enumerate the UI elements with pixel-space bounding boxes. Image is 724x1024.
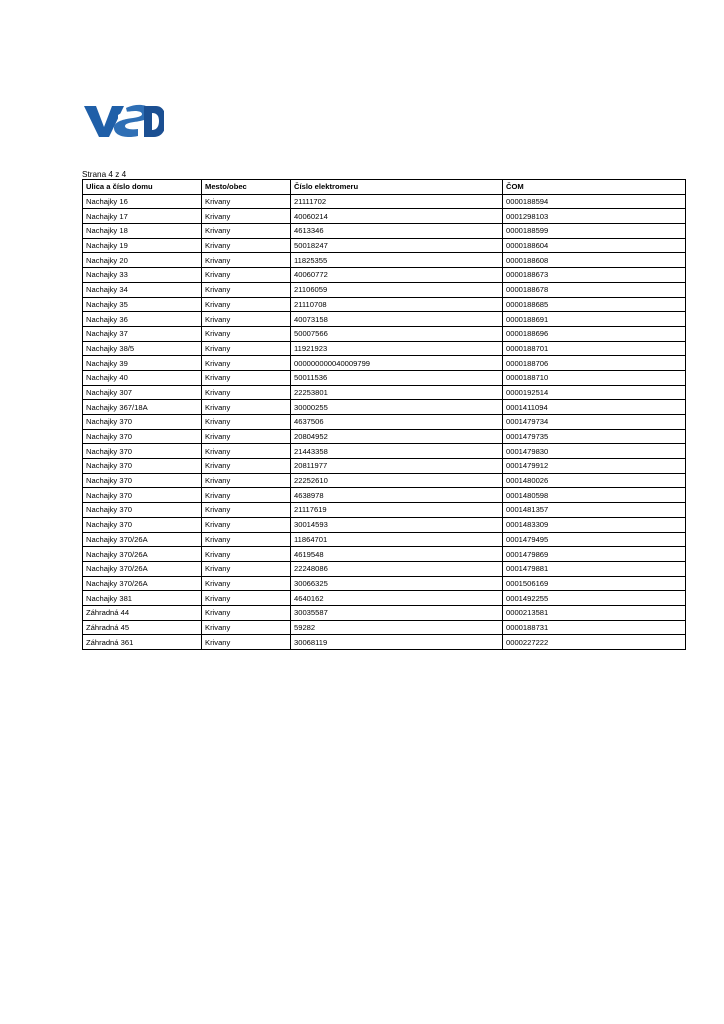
cell-meter-number: 20811977 [291, 459, 503, 474]
cell-com: 0001479830 [503, 444, 686, 459]
cell-city: Krivany [202, 326, 291, 341]
column-header-city: Mesto/obec [202, 180, 291, 195]
cell-meter-number: 21111702 [291, 194, 503, 209]
cell-street: Nachajky 370/26A [83, 547, 202, 562]
cell-meter-number: 21106059 [291, 282, 503, 297]
cell-com: 0000188604 [503, 238, 686, 253]
data-table-container [82, 179, 685, 650]
cell-street: Nachajky 370 [83, 517, 202, 532]
table-row [83, 576, 686, 591]
column-header-com: ČOM [503, 180, 686, 195]
table-row [83, 224, 686, 239]
cell-com: 0000188696 [503, 326, 686, 341]
cell-com: 0000188678 [503, 282, 686, 297]
cell-street: Nachajky 370 [83, 473, 202, 488]
cell-street: Záhradná 44 [83, 605, 202, 620]
cell-com: 0000227222 [503, 635, 686, 650]
cell-com: 0001506169 [503, 576, 686, 591]
cell-com: 0000188706 [503, 356, 686, 371]
cell-street: Nachajky 370/26A [83, 532, 202, 547]
table-row [83, 312, 686, 327]
cell-com: 0001481357 [503, 503, 686, 518]
cell-city: Krivany [202, 415, 291, 430]
cell-meter-number: 30014593 [291, 517, 503, 532]
cell-street: Nachajky 381 [83, 591, 202, 606]
cell-meter-number: 11864701 [291, 532, 503, 547]
cell-meter-number: 21110708 [291, 297, 503, 312]
cell-city: Krivany [202, 488, 291, 503]
cell-city: Krivany [202, 459, 291, 474]
cell-city: Krivany [202, 268, 291, 283]
cell-street: Nachajky 370/26A [83, 561, 202, 576]
cell-street: Nachajky 370 [83, 488, 202, 503]
cell-com: 0001480026 [503, 473, 686, 488]
table-row [83, 415, 686, 430]
cell-meter-number: 40060772 [291, 268, 503, 283]
cell-com: 0001479734 [503, 415, 686, 430]
cell-meter-number: 11921923 [291, 341, 503, 356]
cell-meter-number: 4637506 [291, 415, 503, 430]
cell-street: Nachajky 370 [83, 444, 202, 459]
cell-com: 0001479735 [503, 429, 686, 444]
cell-com: 0001479881 [503, 561, 686, 576]
cell-meter-number: 4638978 [291, 488, 503, 503]
table-row [83, 605, 686, 620]
cell-meter-number: 40060214 [291, 209, 503, 224]
cell-street: Nachajky 16 [83, 194, 202, 209]
cell-meter-number: 22248086 [291, 561, 503, 576]
cell-street: Nachajky 40 [83, 370, 202, 385]
cell-com: 0001479912 [503, 459, 686, 474]
cell-street: Nachajky 367/18A [83, 400, 202, 415]
cell-city: Krivany [202, 503, 291, 518]
table-row [83, 194, 686, 209]
cell-meter-number: 4613346 [291, 224, 503, 239]
cell-street: Nachajky 33 [83, 268, 202, 283]
cell-city: Krivany [202, 605, 291, 620]
table-row [83, 591, 686, 606]
cell-city: Krivany [202, 400, 291, 415]
cell-com: 0001298103 [503, 209, 686, 224]
cell-meter-number: 30066325 [291, 576, 503, 591]
cell-meter-number: 30000255 [291, 400, 503, 415]
cell-street: Nachajky 36 [83, 312, 202, 327]
cell-street: Nachajky 307 [83, 385, 202, 400]
cell-com: 0001483309 [503, 517, 686, 532]
cell-com: 0001479869 [503, 547, 686, 562]
cell-city: Krivany [202, 209, 291, 224]
table-row [83, 253, 686, 268]
cell-city: Krivany [202, 517, 291, 532]
cell-com: 0000188685 [503, 297, 686, 312]
table-row [83, 620, 686, 635]
table-body [83, 194, 686, 649]
cell-meter-number: 20804952 [291, 429, 503, 444]
cell-meter-number: 30068119 [291, 635, 503, 650]
table-row [83, 473, 686, 488]
table-row [83, 268, 686, 283]
cell-com: 0000213581 [503, 605, 686, 620]
table-row [83, 561, 686, 576]
cell-meter-number: 21443358 [291, 444, 503, 459]
table-row [83, 532, 686, 547]
cell-meter-number: 50007566 [291, 326, 503, 341]
column-header-street: Ulica a číslo domu [83, 180, 202, 195]
cell-city: Krivany [202, 576, 291, 591]
cell-city: Krivany [202, 341, 291, 356]
table-row [83, 444, 686, 459]
cell-meter-number: 4619548 [291, 547, 503, 562]
cell-street: Nachajky 34 [83, 282, 202, 297]
cell-meter-number: 22252610 [291, 473, 503, 488]
company-logo [82, 103, 164, 139]
cell-com: 0000188599 [503, 224, 686, 239]
cell-street: Nachajky 17 [83, 209, 202, 224]
cell-city: Krivany [202, 312, 291, 327]
cell-com: 0001492255 [503, 591, 686, 606]
cell-street: Nachajky 39 [83, 356, 202, 371]
cell-meter-number: 4640162 [291, 591, 503, 606]
table-row [83, 429, 686, 444]
table-row [83, 517, 686, 532]
cell-street: Nachajky 38/5 [83, 341, 202, 356]
cell-city: Krivany [202, 356, 291, 371]
cell-city: Krivany [202, 194, 291, 209]
table-row [83, 238, 686, 253]
cell-street: Nachajky 370 [83, 429, 202, 444]
cell-city: Krivany [202, 561, 291, 576]
column-header-meter-number: Číslo elektromeru [291, 180, 503, 195]
cell-street: Nachajky 37 [83, 326, 202, 341]
cell-street: Nachajky 18 [83, 224, 202, 239]
table-row [83, 209, 686, 224]
cell-city: Krivany [202, 297, 291, 312]
cell-city: Krivany [202, 620, 291, 635]
cell-com: 0000188710 [503, 370, 686, 385]
cell-street: Nachajky 35 [83, 297, 202, 312]
cell-city: Krivany [202, 547, 291, 562]
table-header-row [83, 180, 686, 195]
cell-city: Krivany [202, 385, 291, 400]
table-row [83, 385, 686, 400]
cell-com: 0001480598 [503, 488, 686, 503]
cell-city: Krivany [202, 370, 291, 385]
cell-street: Záhradná 45 [83, 620, 202, 635]
cell-com: 0000188594 [503, 194, 686, 209]
table-row [83, 488, 686, 503]
cell-city: Krivany [202, 253, 291, 268]
table-row [83, 635, 686, 650]
table-row [83, 459, 686, 474]
cell-street: Nachajky 20 [83, 253, 202, 268]
cell-com: 0000188701 [503, 341, 686, 356]
table-row [83, 370, 686, 385]
cell-com: 0001479495 [503, 532, 686, 547]
cell-city: Krivany [202, 591, 291, 606]
cell-city: Krivany [202, 532, 291, 547]
cell-city: Krivany [202, 238, 291, 253]
cell-com: 0000192514 [503, 385, 686, 400]
cell-meter-number: 50018247 [291, 238, 503, 253]
cell-street: Nachajky 370 [83, 415, 202, 430]
cell-com: 0001411094 [503, 400, 686, 415]
table-row [83, 356, 686, 371]
cell-street: Nachajky 370 [83, 459, 202, 474]
cell-street: Záhradná 361 [83, 635, 202, 650]
cell-city: Krivany [202, 282, 291, 297]
cell-city: Krivany [202, 635, 291, 650]
cell-street: Nachajky 370/26A [83, 576, 202, 591]
cell-meter-number: 11825355 [291, 253, 503, 268]
cell-meter-number: 21117619 [291, 503, 503, 518]
table-row [83, 547, 686, 562]
table-row [83, 282, 686, 297]
cell-street: Nachajky 370 [83, 503, 202, 518]
cell-com: 0000188608 [503, 253, 686, 268]
table-row [83, 297, 686, 312]
table-row [83, 400, 686, 415]
cell-city: Krivany [202, 473, 291, 488]
table-row [83, 503, 686, 518]
cell-meter-number: 30035587 [291, 605, 503, 620]
cell-com: 0000188673 [503, 268, 686, 283]
cell-street: Nachajky 19 [83, 238, 202, 253]
table-row [83, 341, 686, 356]
data-table [82, 179, 686, 650]
cell-com: 0000188691 [503, 312, 686, 327]
cell-city: Krivany [202, 429, 291, 444]
page-label: Strana 4 z 4 [82, 170, 127, 179]
cell-city: Krivany [202, 224, 291, 239]
cell-meter-number: 59282 [291, 620, 503, 635]
cell-meter-number: 22253801 [291, 385, 503, 400]
cell-meter-number: 000000000040009799 [291, 356, 503, 371]
cell-city: Krivany [202, 444, 291, 459]
cell-meter-number: 50011536 [291, 370, 503, 385]
cell-com: 0000188731 [503, 620, 686, 635]
table-row [83, 326, 686, 341]
cell-meter-number: 40073158 [291, 312, 503, 327]
